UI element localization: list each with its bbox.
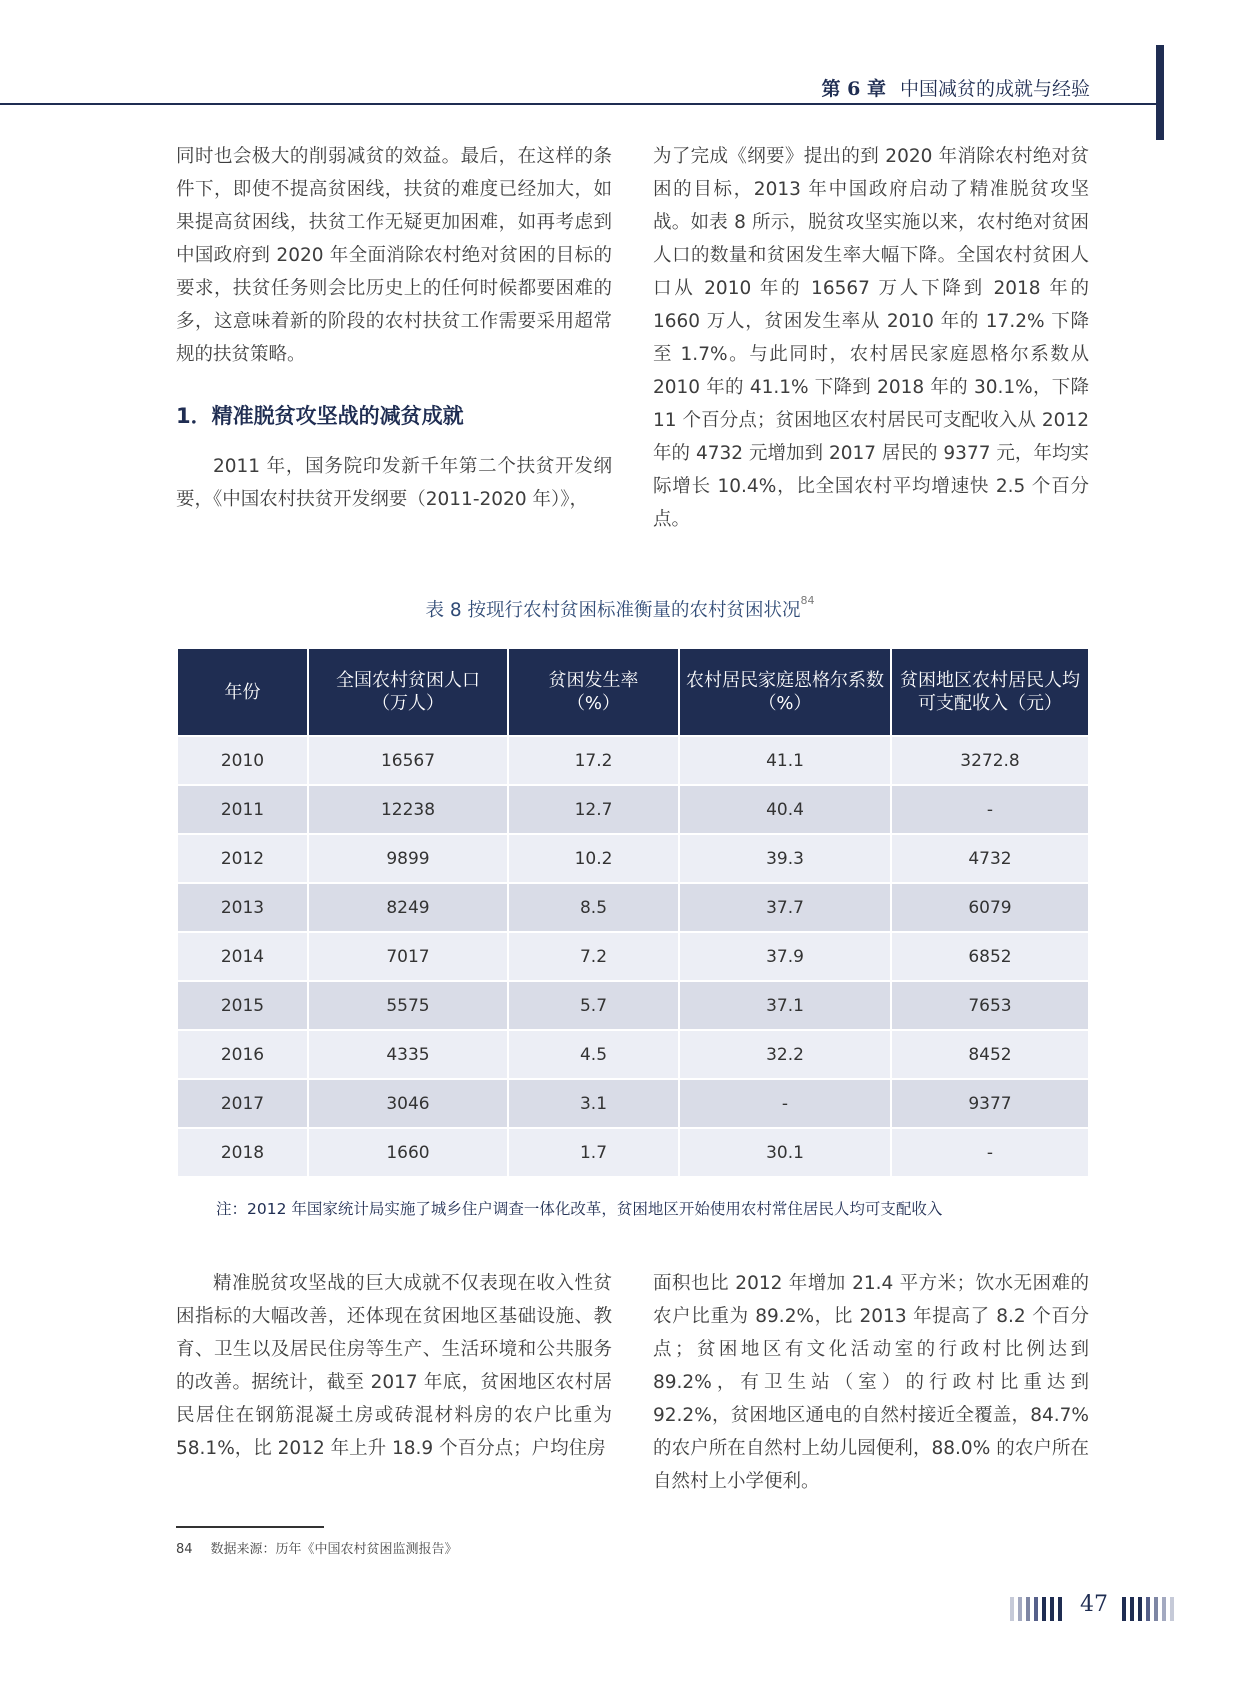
header-cell-engel: 农村居民家庭恩格尔系数 （%） (679, 649, 891, 736)
table-cell: 10.2 (508, 834, 679, 883)
table-cell: 16567 (308, 736, 508, 785)
table-cell: 32.2 (679, 1030, 891, 1079)
table-cell: 1660 (308, 1128, 508, 1176)
paragraph: 面积也比 2012 年增加 21.4 平方米；饮水无困难的农户比重为 89.2%，比 2013 年提高了 8.2 个百分点；贫困地区有文化活动室的行政村比例达到 89.2%，有卫生站（室）的行政村比重达到 92.2%，贫困地区通电的自然村接近全覆盖，84.7% 的农户所在自然村上幼儿园便利，88.0% 的农户所在自然村上小学便利。 (653, 1273, 1089, 1492)
footnote-number: 84 (176, 1542, 193, 1557)
table-row (178, 834, 1088, 883)
table-cell: 7.2 (508, 932, 679, 981)
page-number: 47 (1080, 1592, 1108, 1617)
poverty-table (178, 649, 1088, 1176)
table-cell: 4.5 (508, 1030, 679, 1079)
table-caption (0, 596, 1240, 622)
bottom-left-column (176, 1267, 612, 1465)
table-cell: 7017 (308, 932, 508, 981)
table-row (178, 981, 1088, 1030)
top-left-column (176, 140, 612, 516)
header-rule (0, 103, 1156, 105)
chapter-title: 中国减贫的成就与经验 (899, 78, 1090, 100)
table-cell: 9899 (308, 834, 508, 883)
table-cell: 3046 (308, 1079, 508, 1128)
table-cell: 4732 (891, 834, 1088, 883)
table-row (178, 736, 1088, 785)
table-row (178, 1128, 1088, 1176)
header-accent-bar (1156, 45, 1164, 140)
table-cell: 8.5 (508, 883, 679, 932)
table-cell: 2014 (178, 932, 308, 981)
table-cell: - (891, 1128, 1088, 1176)
paragraph: 精准脱贫攻坚战的巨大成就不仅表现在收入性贫困指标的大幅改善，还体现在贫困地区基础设施、教育、卫生以及居民住房等生产、生活环境和公共服务的改善。据统计，截至 2017 年底，贫困地区农村居民居住在钢筋混凝土房或砖混材料房的农户比重为 58.1%，比 2012 年上升 18.9 个百分点；户均住房 (176, 1273, 612, 1459)
header-cell-population: 全国农村贫困人口 （万人） (308, 649, 508, 736)
table-cell: 37.7 (679, 883, 891, 932)
table-cell: 6852 (891, 932, 1088, 981)
page-number-stripes-right (1122, 1597, 1178, 1621)
table-cell: 12.7 (508, 785, 679, 834)
table-cell: 17.2 (508, 736, 679, 785)
table-cell: 7653 (891, 981, 1088, 1030)
running-header (822, 74, 1090, 101)
table-cell: 12238 (308, 785, 508, 834)
header-cell-incidence: 贫困发生率 （%） (508, 649, 679, 736)
table-cell: 3.1 (508, 1079, 679, 1128)
table-cell: 4335 (308, 1030, 508, 1079)
table-cell: - (891, 785, 1088, 834)
table-cell: 5575 (308, 981, 508, 1030)
table-cell: 37.1 (679, 981, 891, 1030)
table-cell: 8452 (891, 1030, 1088, 1079)
page-number-stripes-left (1010, 1597, 1066, 1621)
table-note: 注：2012 年国家统计局实施了城乡住户调查一体化改革，贫困地区开始使用农村常住居民人均可支配收入 (216, 1200, 943, 1218)
table-cell: 3272.8 (891, 736, 1088, 785)
table-cell: 2010 (178, 736, 308, 785)
paragraph: 为了完成《纲要》提出的到 2020 年消除农村绝对贫困的目标，2013 年中国政府启动了精准脱贫攻坚战。如表 8 所示，脱贫攻坚实施以来，农村绝对贫困人口的数量和贫困发生率大幅下降。全国农村贫困人口从 2010 年的 16567 万人下降到 2018 年的 1660 万人，贫困发生率从 2010 年的 17.2% 下降至 1.7%。与此同时，农村居民家庭恩格尔系数从 2010 年的 41.1% 下降到 2018 年的 30.1%，下降 11 个百分点；贫困地区农村居民可支配收入从 2012 年的 4732 元增加到 2017 居民的 9377 元，年均实际增长 10.4%，比全国农村平均增速快 2.5 个百分点。 (653, 146, 1089, 530)
table-cell: 9377 (891, 1079, 1088, 1128)
table-cell: 40.4 (679, 785, 891, 834)
table-header-row (178, 649, 1088, 736)
table-cell: 2013 (178, 883, 308, 932)
table-cell: 30.1 (679, 1128, 891, 1176)
chapter-number: 第 6 章 (821, 78, 886, 100)
table-cell: 37.9 (679, 932, 891, 981)
table-cell: 2016 (178, 1030, 308, 1079)
bottom-right-column (653, 1267, 1089, 1498)
header-cell-income: 贫困地区农村居民人均 可支配收入（元） (891, 649, 1088, 736)
header-cell-year: 年份 (178, 649, 308, 736)
table-row (178, 883, 1088, 932)
footnote-ref: 84 (800, 594, 815, 607)
table-cell: 8249 (308, 883, 508, 932)
table-cell: 1.7 (508, 1128, 679, 1176)
table-cell: 5.7 (508, 981, 679, 1030)
table-row (178, 785, 1088, 834)
table-cell: 2015 (178, 981, 308, 1030)
footnote (176, 1538, 458, 1557)
table-row (178, 932, 1088, 981)
table-cell: 6079 (891, 883, 1088, 932)
footnote-rule (176, 1526, 324, 1528)
table-cell: - (679, 1079, 891, 1128)
table-caption-text: 表 8 按现行农村贫困标准衡量的农村贫困状况 (425, 600, 801, 621)
table-cell: 2011 (178, 785, 308, 834)
paragraph: 2011 年，国务院印发新千年第二个扶贫开发纲要，《中国农村扶贫开发纲要（2011-2020 年）》， (176, 456, 612, 510)
table-cell: 2018 (178, 1128, 308, 1176)
top-right-column (653, 140, 1089, 536)
footnote-text: 数据来源：历年《中国农村贫困监测报告》 (210, 1542, 458, 1557)
table-cell: 39.3 (679, 834, 891, 883)
paragraph: 同时也会极大的削弱减贫的效益。最后，在这样的条件下，即使不提高贫困线，扶贫的难度已经加大，如果提高贫困线，扶贫工作无疑更加困难，如再考虑到中国政府到 2020 年全面消除农村绝对贫困的目标的要求，扶贫任务则会比历史上的任何时候都要困难的多，这意味着新的阶段的农村扶贫工作需要采用超常规的扶贫策略。 (176, 146, 612, 365)
section-heading: 1．精准脱贫攻坚战的减贫成就 (176, 404, 464, 428)
table-row (178, 1079, 1088, 1128)
table-cell: 2017 (178, 1079, 308, 1128)
table-row (178, 1030, 1088, 1079)
table-cell: 2012 (178, 834, 308, 883)
table-cell: 41.1 (679, 736, 891, 785)
